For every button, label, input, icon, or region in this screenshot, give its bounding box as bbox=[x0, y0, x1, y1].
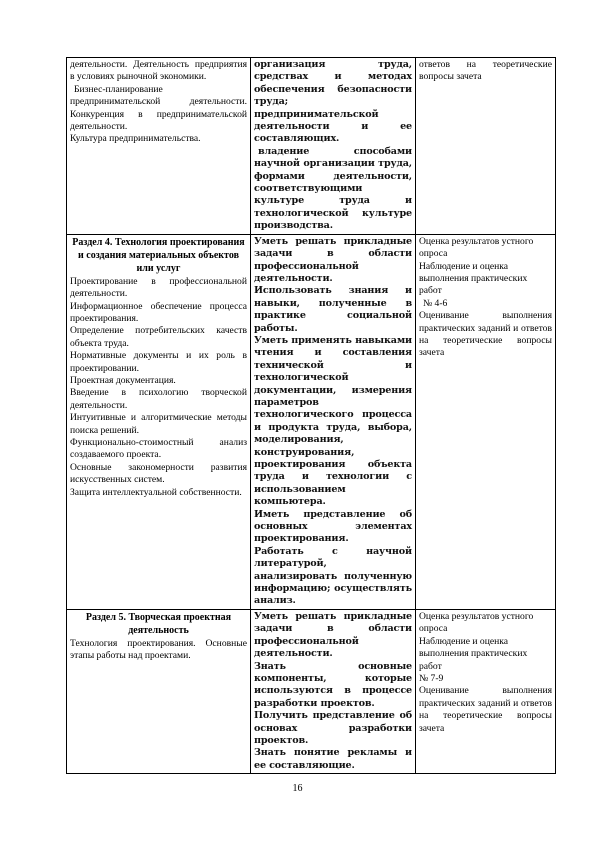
assessment-cell bbox=[416, 234, 556, 609]
competencies-cell bbox=[251, 609, 416, 773]
topics-cell bbox=[67, 609, 251, 773]
topic-text: Защита интеллектуальной собственности. bbox=[70, 486, 242, 498]
topic-text: Проектная документация. bbox=[70, 374, 176, 386]
table-row bbox=[67, 58, 556, 235]
competency-text: Использовать знания и навыки, полученные в практике социальной работы. bbox=[254, 285, 412, 334]
assessment-cell bbox=[416, 609, 556, 773]
curriculum-table bbox=[66, 57, 556, 774]
topic-text: деятельности. Деятельность предприятия в условиях рыночной экономики. bbox=[70, 59, 247, 83]
competency-text: Уметь решать прикладные задачи в области профессиональной деятельности. bbox=[254, 235, 412, 284]
assessment-text: Оценка результатов устного опроса bbox=[419, 235, 534, 260]
topic-text: Культура предпринимательства. bbox=[70, 133, 201, 145]
topic-text: Основные закономерности развития искусственных систем. bbox=[70, 461, 247, 486]
topic-text: Интуитивные и алгоритмические методы поиска решений. bbox=[70, 412, 247, 436]
assessment-text: Оценивание выполнения практических заданий и ответов на теоретические вопросы зачета bbox=[419, 310, 552, 359]
table-row bbox=[67, 609, 556, 773]
section-title: Раздел 4. Технология проектирования и создания материальных объектов или услуг bbox=[72, 236, 245, 274]
assessment-text: Наблюдение и оценка выполнения практических работ bbox=[419, 635, 528, 672]
page-number: 16 bbox=[292, 783, 303, 794]
topics-cell bbox=[67, 58, 251, 235]
assessment-text: Наблюдение и оценка выполнения практических работ bbox=[419, 260, 528, 297]
competency-text: владение способами научной организации труда, формами деятельности, соответствующими культуре труда и технологической культуре производства. bbox=[254, 145, 412, 232]
topic-text: Введение в психологию творческой деятельности. bbox=[70, 387, 247, 411]
topic-text: Нормативные документы и их роль в проектировании. bbox=[70, 350, 247, 374]
topic-text: Технология проектирования. Основные этапы работы над проектами. bbox=[70, 637, 247, 662]
topic-text: Функционально-стоимостный анализ создаваемого проекта. bbox=[70, 436, 247, 461]
topic-text: Определение потребительских качеств объекта труда. bbox=[70, 325, 247, 349]
competency-text: Иметь представление об основных элементах проектирования. bbox=[254, 508, 412, 545]
assessment-text: ответов на теоретические вопросы зачета bbox=[419, 59, 552, 83]
competency-text: Уметь применять навыками чтения и составления технической и технологической документации, измерения параметров технологического процесса и продукта труда, выбора, моделирования, конструирования, проектирования объекта труда и технологии с использованием компьютера. bbox=[254, 334, 412, 508]
competency-text: Знать понятие рекламы и ее составляющие. bbox=[254, 747, 412, 771]
topic-text: Информационное обеспечение процесса проектирования. bbox=[70, 300, 247, 324]
assessment-cell bbox=[416, 58, 556, 235]
competency-text: Получить представление об основах разработки проектов. bbox=[254, 710, 412, 746]
topics-cell bbox=[67, 234, 251, 609]
table-row bbox=[67, 234, 556, 609]
competencies-cell bbox=[251, 58, 416, 235]
topic-text: Бизнес-планирование предпринимательской деятельности. Конкуренция в предпринимательской деятельности. bbox=[70, 83, 247, 133]
work-numbers: № 7-9 bbox=[419, 672, 444, 684]
competencies-cell bbox=[251, 234, 416, 609]
competency-text: организация труда, средствах и методах обеспечения безопасности труда; предпринимательской деятельности и ее составляющих. bbox=[254, 59, 412, 145]
competency-text: Работать с научной литературой, анализировать полученную информацию; осуществлять анализ. bbox=[254, 545, 412, 607]
section-title: Раздел 5. Творческая проектная деятельность bbox=[85, 611, 232, 636]
competency-text: Знать основные компоненты, которые используются в процессе разработки проектов. bbox=[254, 660, 412, 709]
assessment-text: Оценивание выполнения практических заданий и ответов на теоретические вопросы зачета bbox=[419, 685, 552, 734]
work-numbers: № 4-6 bbox=[423, 297, 448, 309]
competency-text: Уметь решать прикладные задачи в области профессиональной деятельности. bbox=[254, 610, 412, 660]
topic-text: Проектирование в профессиональной деятельности. bbox=[70, 275, 247, 300]
assessment-text: Оценка результатов устного опроса bbox=[419, 610, 534, 635]
